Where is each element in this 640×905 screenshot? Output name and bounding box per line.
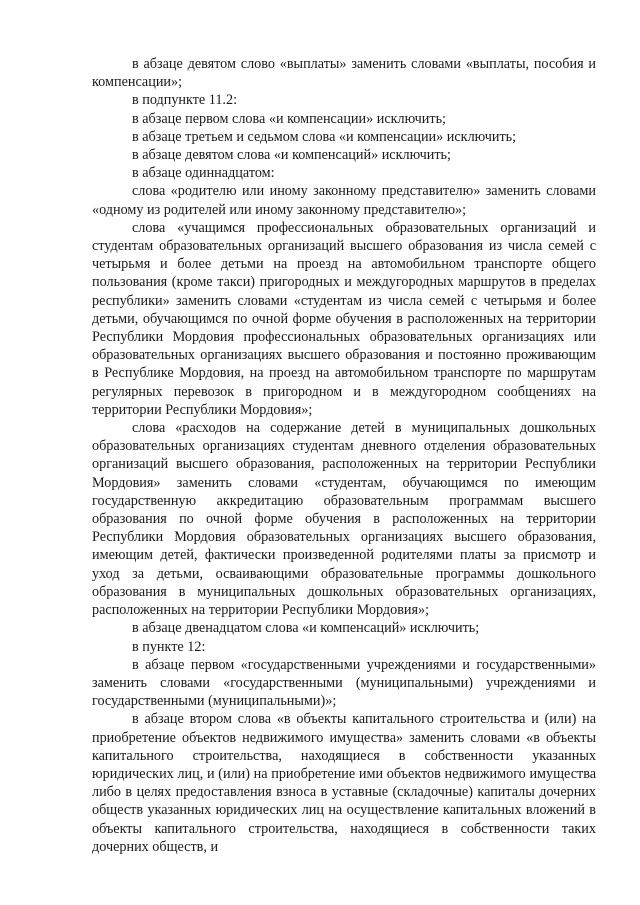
paragraph-9: слова «расходов на содержание детей в муниципальных дошкольных образовательных организациях студентам дневного отделения образовательных организаций высшего образования, расположенных на территории Республики Мордовия» заменить словами «студентам, обучающимся по имеющим государственную аккредитацию образовательным программам высшего образования по очной форме обучения в расположенных на территории Республики Мордовия образовательных организациях высшего образования, имеющим детей, фактически произведенной родителями платы за присмотр и уход за детьми, осваивающими образовательные программы дошкольного образования в муниципальных дошкольных образовательных организациях, расположенных на территории Республики Мордовия»; bbox=[92, 420, 596, 619]
paragraph-10: в абзаце двенадцатом слова «и компенсаций» исключить; bbox=[132, 620, 480, 637]
paragraph-7: слова «родителю или иному законному представителю» заменить словами «одному из родителей или иному законному представителю»; bbox=[92, 183, 596, 218]
paragraph-11: в пункте 12: bbox=[132, 638, 206, 655]
paragraph-4: в абзаце третьем и седьмом слова «и компенсации» исключить; bbox=[132, 128, 517, 145]
paragraph-12: в абзаце первом «государственными учреждениями и государственными» заменить словами «государственными (муниципальными) учреждениями и государственными (муниципальными)»; bbox=[92, 656, 596, 710]
paragraph-2: в подпункте 11.2: bbox=[132, 92, 238, 109]
paragraph-13: в абзаце втором слова «в объекты капитального строительства и (или) на приобретение объектов недвижимого имущества» заменить словами «в объекты капитального строительства, находящиеся в собственности указанных юридических лиц, и (или) на приобретение ими объектов недвижимого имущества либо в целях предоставления взноса в уставные (складочные) капиталы дочерних обществ указанных юридических лиц на осуществление капитальных вложений в объекты капитального строительства, находящиеся в собственности таких дочерних обществ, и bbox=[92, 711, 596, 855]
paragraph-8: слова «учащимся профессиональных образовательных организаций и студентам образовательных организаций высшего образования из числа семей с четырьмя и более детьми на проезд на автомобильном транспорте общего пользования (кроме такси) пригородных и междугородных маршрутов в пределах республики» заменить словами «студентам из числа семей с четырьмя и более детьми, обучающимся по очной форме обучения в расположенных на территории Республики Мордовия профессиональных образовательных организациях или образовательных организациях высшего образования и постоянно проживающим в Республике Мордовия, на проезд на автомобильном транспорте по маршрутам регулярных перевозок в пригородном и в междугородном сообщениях на территории Республики Мордовия»; bbox=[92, 219, 596, 418]
paragraph-6: в абзаце одиннадцатом: bbox=[132, 165, 275, 182]
paragraph-1: в абзаце девятом слово «выплаты» заменить словами «выплаты, пособия и компенсации»; bbox=[92, 56, 596, 91]
paragraph-3: в абзаце первом слова «и компенсации» исключить; bbox=[132, 110, 446, 127]
document-body bbox=[92, 55, 596, 856]
paragraph-5: в абзаце девятом слова «и компенсаций» исключить; bbox=[132, 147, 451, 164]
